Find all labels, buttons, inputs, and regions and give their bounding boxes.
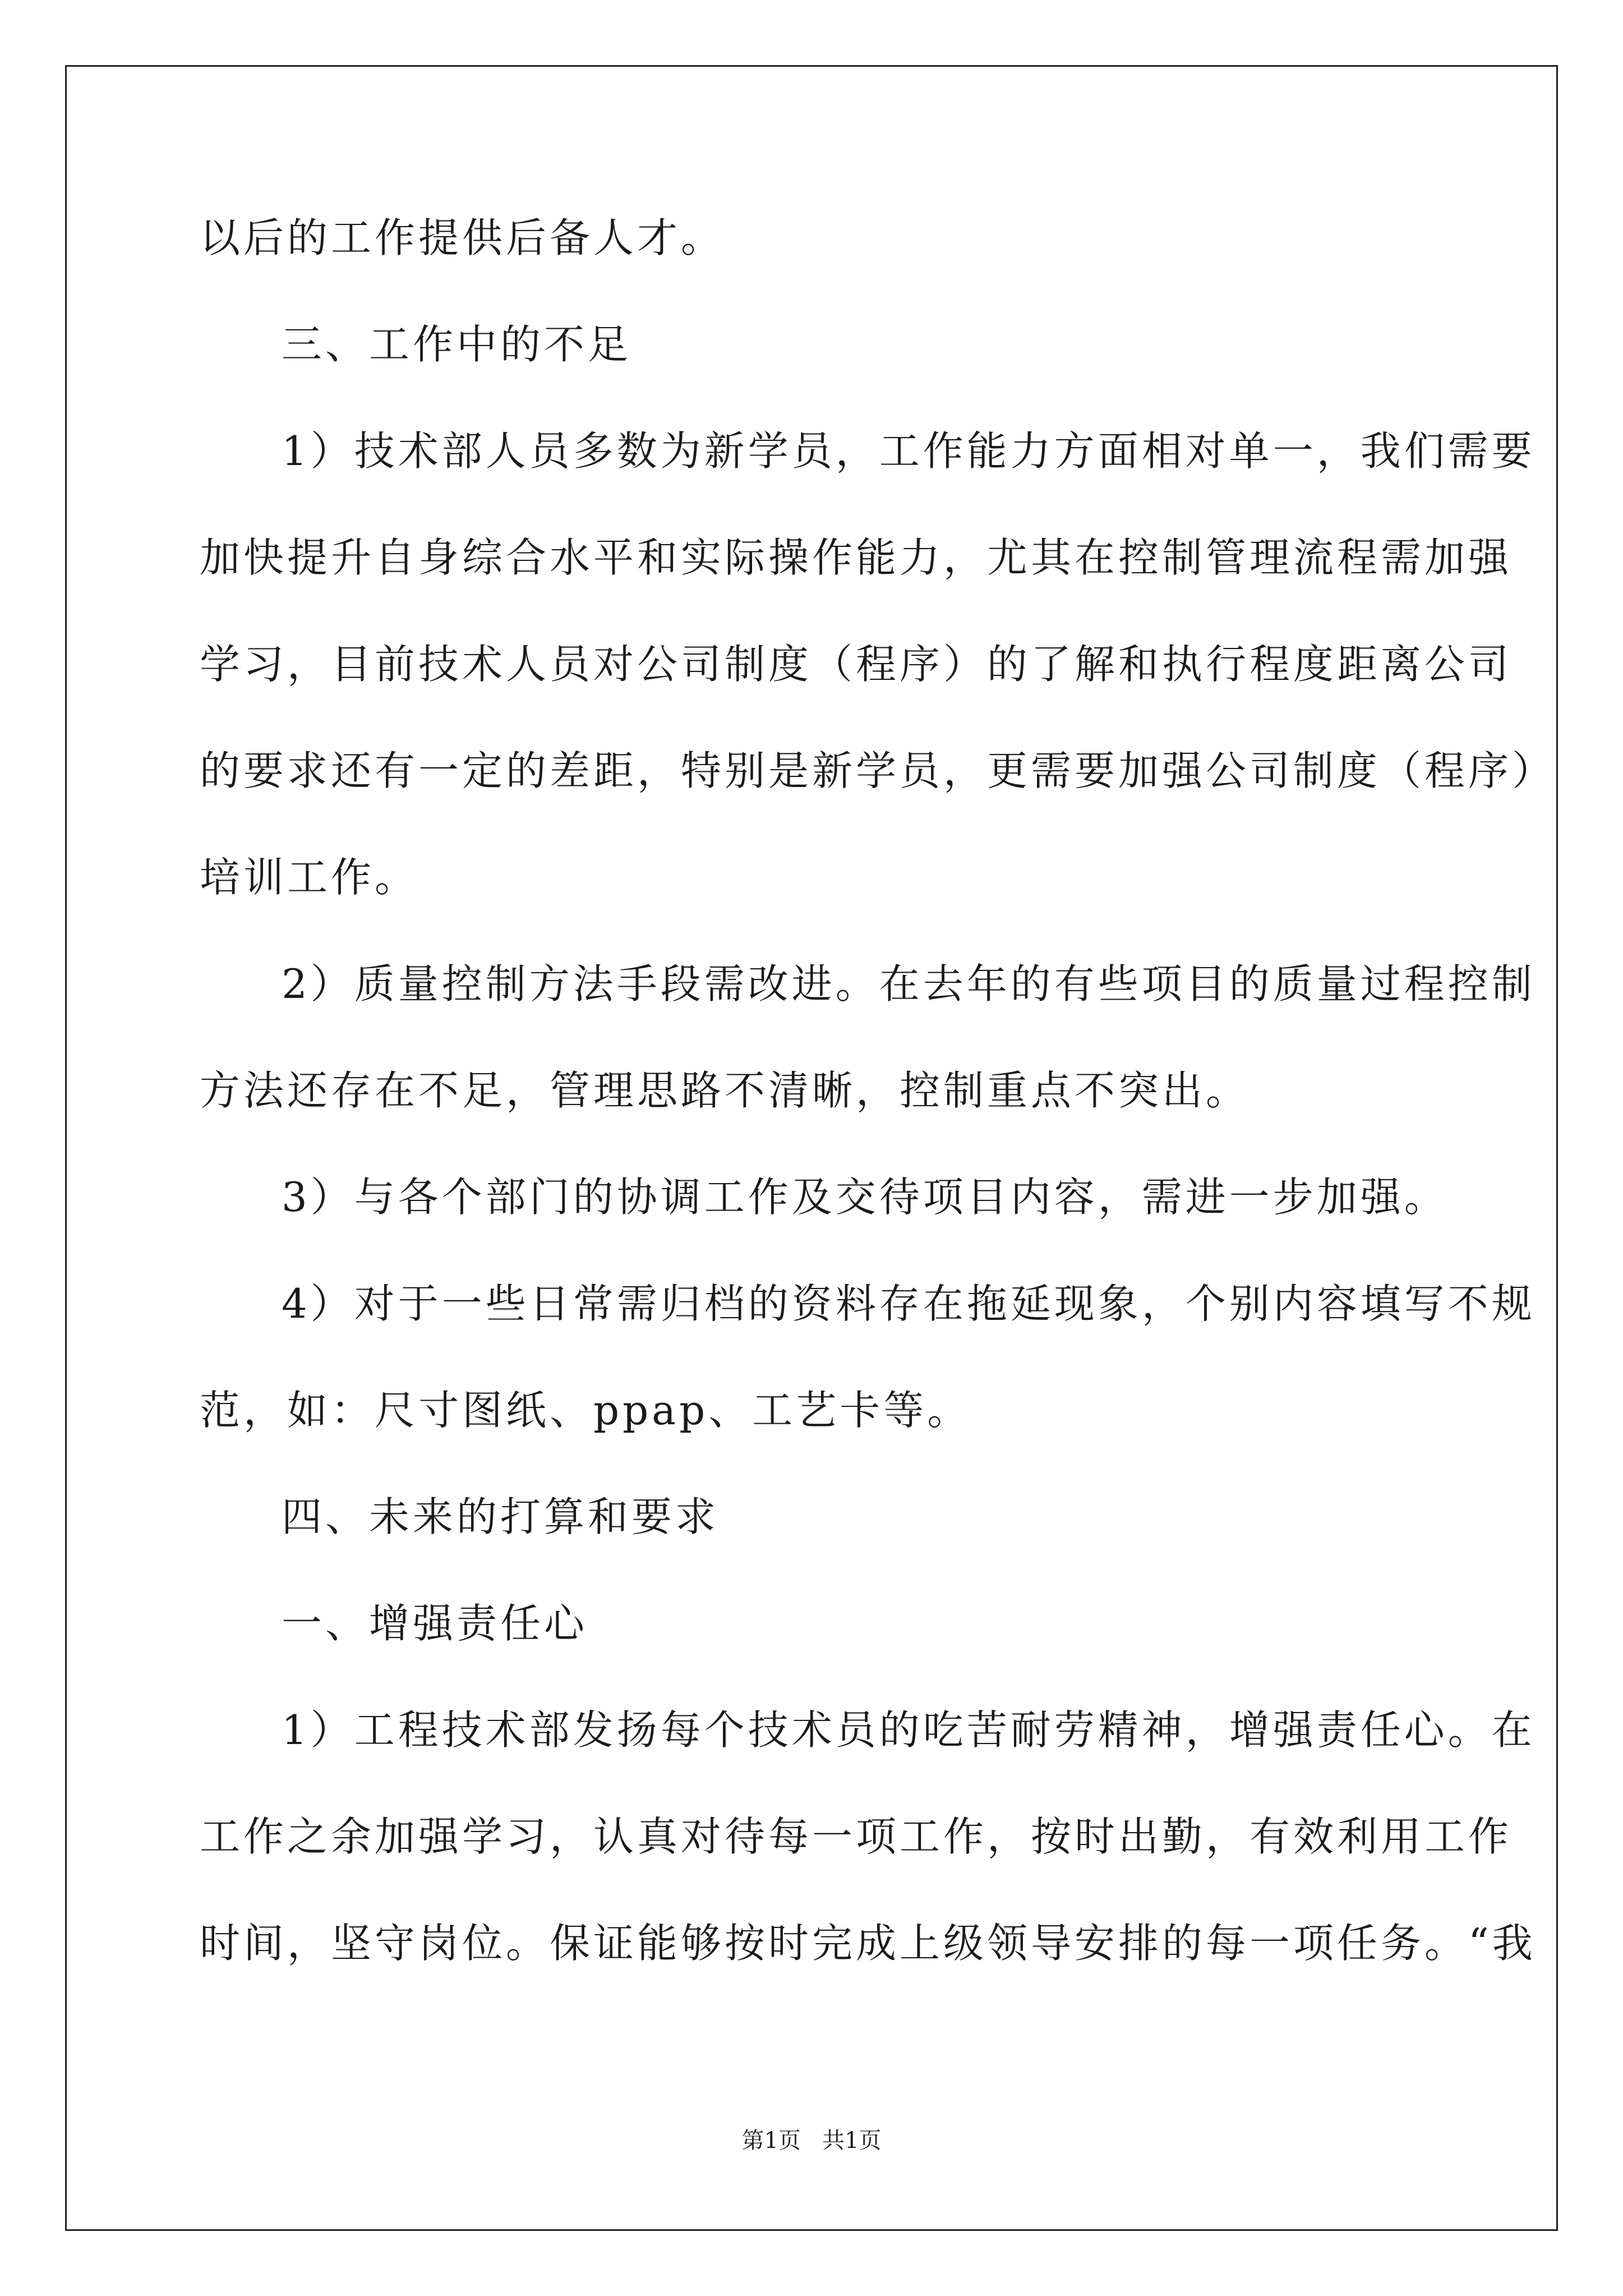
text-line: 工作之余加强学习，认真对待每一项工作，按时出勤，有效利用工作 [200, 1813, 1513, 1860]
text-line: 加快提升自身综合水平和实际操作能力，尤其在控制管理流程需加强 [200, 534, 1513, 581]
section-heading: 三、工作中的不足 [282, 321, 632, 368]
text-line: 1）技术部人员多数为新学员，工作能力方面相对单一，我们需要 [282, 427, 1536, 475]
page-number-footer: 第1页 共1页 [741, 2128, 882, 2154]
text-line: 时间，坚守岗位。保证能够按时完成上级领导安排的每一项任务。“我 [200, 1920, 1536, 1967]
section-heading: 四、未来的打算和要求 [282, 1493, 720, 1540]
text-line: 以后的工作提供后备人才。 [200, 214, 725, 261]
text-line: 方法还存在不足，管理思路不清晰，控制重点不突出。 [200, 1067, 1250, 1114]
text-line: 培训工作。 [200, 854, 419, 901]
text-line: 的要求还有一定的差距，特别是新学员，更需要加强公司制度（程序） [200, 747, 1556, 794]
page-border [65, 65, 1558, 2231]
text-line: 范，如：尺寸图纸、ppap、工艺卡等。 [200, 1387, 971, 1434]
section-heading: 一、增强责任心 [282, 1600, 588, 1647]
text-line: 4）对于一些日常需归档的资料存在拖延现象，个别内容填写不规 [282, 1280, 1536, 1327]
text-line: 学习，目前技术人员对公司制度（程序）的了解和执行程度距离公司 [200, 641, 1513, 688]
text-line: 1）工程技术部发扬每个技术员的吃苦耐劳精神，增强责任心。在 [282, 1706, 1536, 1754]
text-line: 3）与各个部门的协调工作及交待项目内容，需进一步加强。 [282, 1174, 1448, 1221]
text-line: 2）质量控制方法手段需改进。在去年的有些项目的质量过程控制 [282, 960, 1536, 1007]
